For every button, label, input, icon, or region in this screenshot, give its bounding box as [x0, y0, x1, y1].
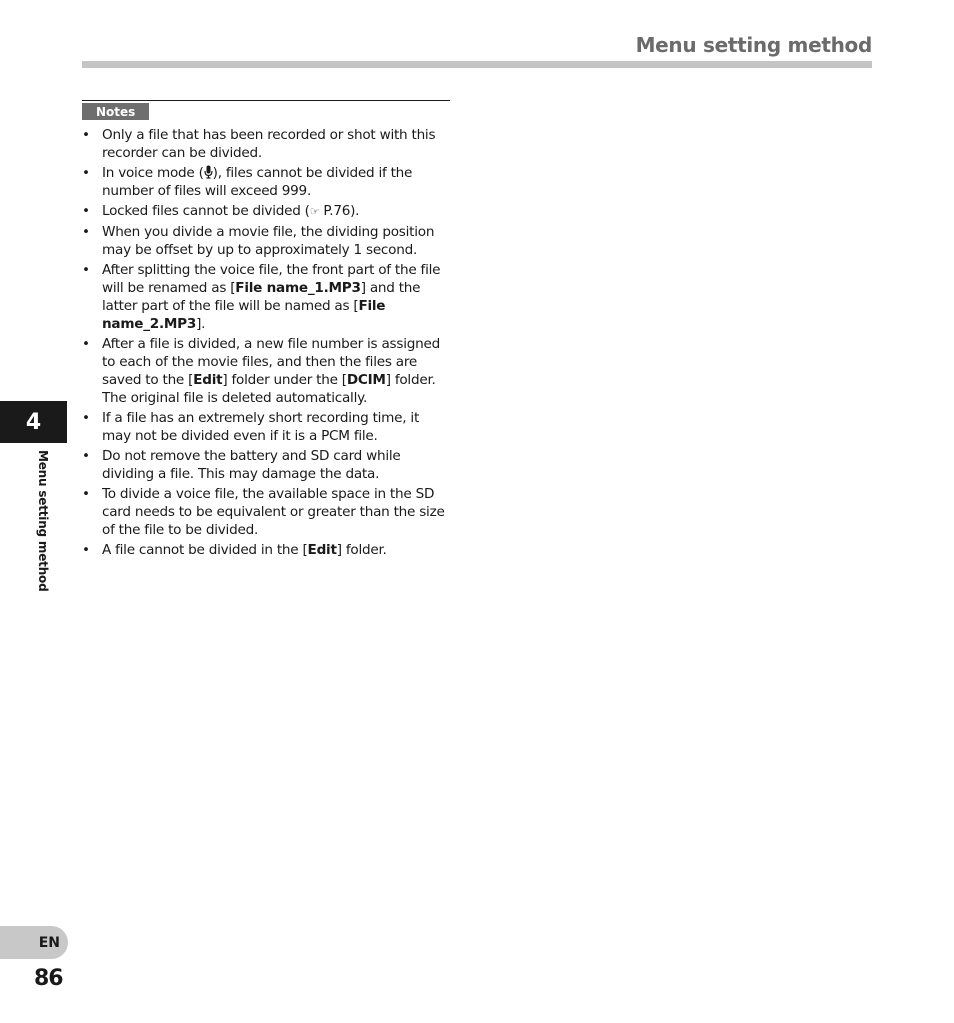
note-item: • To divide a voice file, the available space in the SD card needs to be equivalent or greater than the size of the file to be divided. — [82, 486, 445, 538]
bullet: • — [82, 165, 90, 181]
header-rule — [82, 61, 872, 68]
page-header-title: Menu setting method — [635, 33, 872, 57]
note-item: • Only a file that has been recorded or shot with this recorder can be divided. — [82, 127, 436, 161]
bullet: • — [82, 203, 90, 219]
notes-list — [82, 126, 450, 561]
bullet: • — [82, 262, 90, 278]
bold-term: File name_1.MP3 — [235, 280, 361, 296]
bullet: • — [82, 336, 90, 352]
chapter-side-label: Menu setting method — [36, 450, 50, 592]
page-number: 86 — [34, 966, 63, 991]
note-item: • After splitting the voice file, the front part of the file will be renamed as [File name_1.MP3] and the latter part of the file will be named as [File name_2.MP3]. — [82, 262, 441, 332]
notes-tag: Notes — [82, 103, 149, 120]
note-item: • In voice mode ( ), files cannot be divided if the number of files will exceed 999. — [82, 165, 413, 199]
bold-term: Edit — [307, 542, 337, 558]
microphone-icon — [204, 165, 213, 179]
notes-heading — [82, 100, 450, 123]
note-item: • Locked files cannot be divided (☞ P.76). — [82, 203, 360, 219]
note-item: • When you divide a movie file, the dividing position may be offset by up to approximately 1 second. — [82, 224, 435, 258]
bold-term: File name_2.MP3 — [102, 298, 386, 332]
note-item: • A file cannot be divided in the [Edit] folder. — [82, 542, 387, 558]
bold-term: DCIM — [346, 372, 386, 388]
chapter-tab: 4 — [0, 401, 67, 443]
note-item: • Do not remove the battery and SD card while dividing a file. This may damage the data. — [82, 448, 401, 482]
bullet: • — [82, 448, 90, 464]
bullet: • — [82, 224, 90, 240]
bullet: • — [82, 410, 90, 426]
reference-icon: ☞ — [309, 205, 320, 218]
bold-term: Edit — [193, 372, 223, 388]
bullet: • — [82, 127, 90, 143]
bullet: • — [82, 486, 90, 502]
note-item: • After a file is divided, a new file number is assigned to each of the movie files, and then the files are saved to the [Edit] folder under the [DCIM] folder. The original file is deleted automatically. — [82, 336, 440, 406]
note-item: • If a file has an extremely short recording time, it may not be divided even if it is a PCM file. — [82, 410, 420, 444]
bullet: • — [82, 542, 90, 558]
language-badge: EN — [0, 926, 68, 959]
